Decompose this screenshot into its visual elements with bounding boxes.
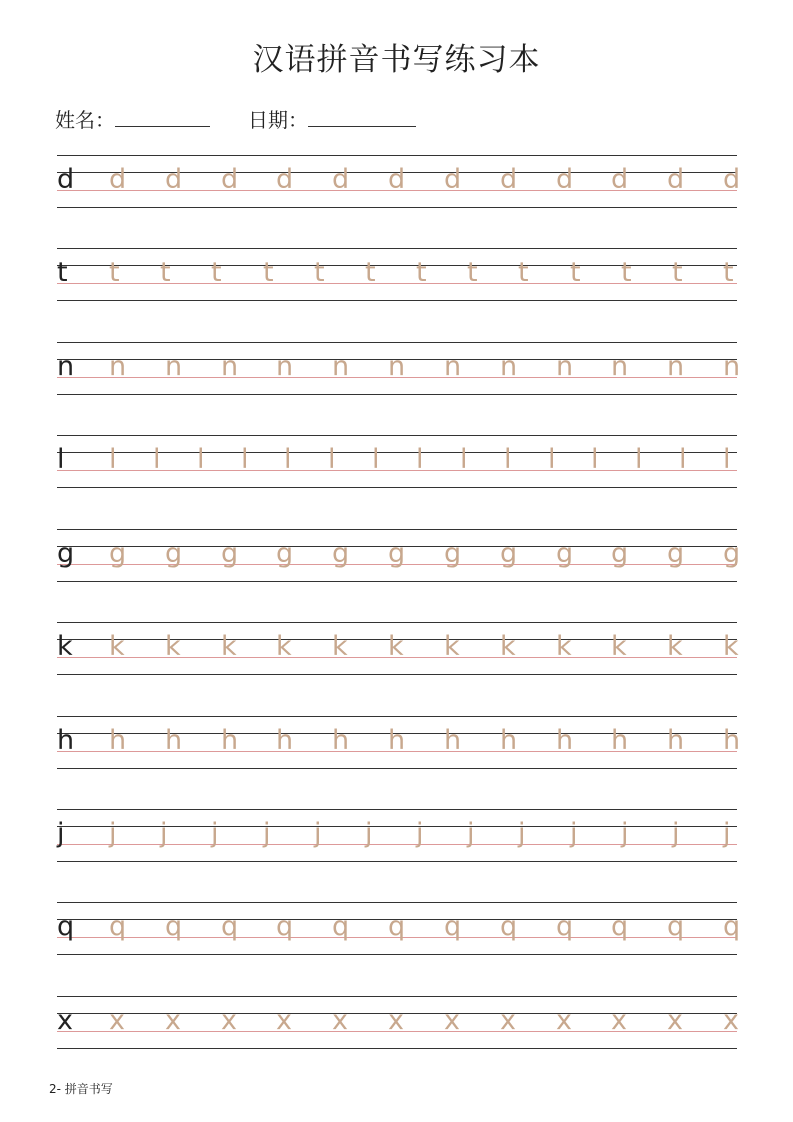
trace-letter: q — [332, 911, 350, 942]
practice-row-h[interactable] — [57, 716, 741, 772]
trace-letter: t — [365, 257, 376, 288]
trace-letter: k — [444, 631, 460, 662]
trace-letter: k — [332, 631, 348, 662]
model-letter: t — [57, 257, 68, 288]
model-letter: g — [57, 538, 75, 569]
trace-letter: q — [221, 911, 239, 942]
bottom-line — [57, 954, 737, 955]
trace-letter: x — [332, 1005, 348, 1036]
trace-letter: n — [276, 351, 294, 382]
baseline — [57, 283, 737, 284]
bottom-line — [57, 674, 737, 675]
trace-letter: q — [276, 911, 294, 942]
trace-letter: k — [109, 631, 125, 662]
trace-letter: q — [444, 911, 462, 942]
trace-letter: k — [165, 631, 181, 662]
trace-letter: j — [467, 818, 475, 849]
bottom-line — [57, 207, 737, 208]
trace-letter: k — [667, 631, 683, 662]
trace-letter: h — [109, 725, 127, 756]
trace-letter: h — [500, 725, 518, 756]
trace-letter: j — [314, 818, 322, 849]
trace-letter: t — [263, 257, 274, 288]
page-title: 汉语拼音书写练习本 — [252, 42, 541, 78]
trace-letter: g — [276, 538, 294, 569]
trace-letter: x — [276, 1005, 292, 1036]
trace-letter: d — [611, 164, 629, 195]
trace-letter: x — [611, 1005, 627, 1036]
trace-letter: d — [500, 164, 518, 195]
model-letter: j — [57, 818, 65, 849]
trace-letter: x — [723, 1005, 739, 1036]
top-line — [57, 155, 737, 156]
trace-letter: g — [165, 538, 183, 569]
trace-letter: x — [556, 1005, 572, 1036]
top-line — [57, 248, 737, 249]
top-line — [57, 435, 737, 436]
model-letter: x — [57, 1005, 73, 1036]
trace-letter: x — [667, 1005, 683, 1036]
trace-letter: t — [467, 257, 478, 288]
trace-letter: d — [388, 164, 406, 195]
trace-letter: d — [556, 164, 574, 195]
trace-letter: h — [332, 725, 350, 756]
trace-letter: t — [314, 257, 325, 288]
top-line — [57, 716, 737, 717]
date-label: 日期： — [248, 108, 308, 132]
trace-letter: l — [635, 444, 643, 475]
bottom-line — [57, 581, 737, 582]
trace-letter: x — [388, 1005, 404, 1036]
trace-letter: q — [556, 911, 574, 942]
model-letter: h — [57, 725, 75, 756]
trace-letter: l — [241, 444, 249, 475]
trace-letter: j — [621, 818, 629, 849]
trace-letter: h — [444, 725, 462, 756]
trace-letter: l — [197, 444, 205, 475]
top-line — [57, 809, 737, 810]
trace-letter: n — [723, 351, 741, 382]
trace-letter: j — [416, 818, 424, 849]
date-field[interactable] — [248, 104, 416, 133]
trace-letter: g — [388, 538, 406, 569]
trace-letter: h — [221, 725, 239, 756]
model-letter: q — [57, 911, 75, 942]
trace-letter: j — [518, 818, 526, 849]
trace-letter: k — [276, 631, 292, 662]
trace-letter: h — [165, 725, 183, 756]
trace-letter: t — [518, 257, 529, 288]
trace-letter: q — [109, 911, 127, 942]
trace-letter: l — [723, 444, 731, 475]
practice-row-g[interactable] — [57, 529, 741, 585]
footer: 2- 拼音书写 — [49, 1082, 113, 1096]
trace-letter: l — [679, 444, 687, 475]
trace-letter: g — [723, 538, 741, 569]
practice-row-n[interactable] — [57, 342, 741, 398]
trace-letter: d — [165, 164, 183, 195]
model-letter: k — [57, 631, 73, 662]
trace-letter: h — [723, 725, 741, 756]
trace-letter: x — [109, 1005, 125, 1036]
trace-letter: l — [328, 444, 336, 475]
trace-letter: j — [160, 818, 168, 849]
trace-letter: n — [667, 351, 685, 382]
trace-letter: d — [723, 164, 741, 195]
trace-letter: h — [611, 725, 629, 756]
trace-letter: g — [611, 538, 629, 569]
trace-letter: g — [556, 538, 574, 569]
trace-letter: k — [556, 631, 572, 662]
trace-letter: n — [556, 351, 574, 382]
trace-letter: l — [284, 444, 292, 475]
trace-letter: l — [504, 444, 512, 475]
date-blank[interactable] — [308, 108, 416, 127]
practice-row-k[interactable] — [57, 622, 737, 678]
trace-letter: k — [723, 631, 739, 662]
trace-letter: l — [109, 444, 117, 475]
bottom-line — [57, 1048, 737, 1049]
trace-letter: x — [221, 1005, 237, 1036]
trace-letter: k — [388, 631, 404, 662]
top-line — [57, 342, 737, 343]
top-line — [57, 996, 737, 997]
trace-letter: k — [500, 631, 516, 662]
trace-letter: h — [556, 725, 574, 756]
trace-letter: g — [444, 538, 462, 569]
trace-letter: q — [388, 911, 406, 942]
trace-letter: l — [153, 444, 161, 475]
baseline — [57, 844, 737, 845]
model-letter: d — [57, 164, 75, 195]
top-line — [57, 902, 737, 903]
practice-row-l[interactable] — [57, 435, 737, 491]
practice-row-j[interactable] — [57, 809, 737, 865]
trace-letter: n — [444, 351, 462, 382]
bottom-line — [57, 768, 737, 769]
trace-letter: d — [276, 164, 294, 195]
trace-letter: q — [723, 911, 741, 942]
trace-letter: h — [388, 725, 406, 756]
practice-row-t[interactable] — [57, 248, 737, 304]
trace-letter: k — [221, 631, 237, 662]
top-line — [57, 529, 737, 530]
trace-letter: q — [667, 911, 685, 942]
trace-letter: g — [332, 538, 350, 569]
bottom-line — [57, 487, 737, 488]
trace-letter: q — [165, 911, 183, 942]
trace-letter: d — [221, 164, 239, 195]
upper-mid-line — [57, 826, 737, 827]
model-letter: n — [57, 351, 75, 382]
trace-letter: t — [416, 257, 427, 288]
trace-letter: n — [165, 351, 183, 382]
trace-letter: l — [591, 444, 599, 475]
name-field[interactable] — [55, 104, 210, 133]
trace-letter: l — [372, 444, 380, 475]
trace-letter: j — [672, 818, 680, 849]
trace-letter: t — [109, 257, 120, 288]
trace-letter: n — [221, 351, 239, 382]
model-letter: l — [57, 444, 65, 475]
practice-row-d[interactable] — [57, 155, 741, 211]
trace-letter: d — [667, 164, 685, 195]
trace-letter: n — [388, 351, 406, 382]
trace-letter: n — [500, 351, 518, 382]
practice-row-x[interactable] — [57, 996, 737, 1052]
trace-letter: t — [621, 257, 632, 288]
upper-mid-line — [57, 265, 737, 266]
trace-letter: d — [109, 164, 127, 195]
trace-letter: d — [444, 164, 462, 195]
bottom-line — [57, 861, 737, 862]
trace-letter: l — [548, 444, 556, 475]
trace-letter: g — [500, 538, 518, 569]
trace-letter: t — [160, 257, 171, 288]
trace-letter: q — [611, 911, 629, 942]
trace-letter: t — [211, 257, 222, 288]
trace-letter: j — [263, 818, 271, 849]
trace-letter: g — [109, 538, 127, 569]
trace-letter: h — [276, 725, 294, 756]
bottom-line — [57, 394, 737, 395]
trace-letter: t — [672, 257, 683, 288]
trace-letter: q — [500, 911, 518, 942]
name-blank[interactable] — [115, 108, 210, 127]
name-label: 姓名： — [55, 108, 115, 132]
trace-letter: x — [444, 1005, 460, 1036]
trace-letter: j — [109, 818, 117, 849]
trace-letter: n — [109, 351, 127, 382]
trace-letter: n — [611, 351, 629, 382]
trace-letter: l — [460, 444, 468, 475]
trace-letter: h — [667, 725, 685, 756]
top-line — [57, 622, 737, 623]
trace-letter: l — [416, 444, 424, 475]
trace-letter: g — [221, 538, 239, 569]
trace-letter: j — [211, 818, 219, 849]
trace-letter: t — [570, 257, 581, 288]
trace-letter: n — [332, 351, 350, 382]
trace-letter: g — [667, 538, 685, 569]
trace-letter: x — [500, 1005, 516, 1036]
trace-letter: x — [165, 1005, 181, 1036]
trace-letter: j — [723, 818, 731, 849]
trace-letter: k — [611, 631, 627, 662]
trace-letter: j — [365, 818, 373, 849]
practice-row-q[interactable] — [57, 902, 741, 958]
trace-letter: t — [723, 257, 734, 288]
trace-letter: d — [332, 164, 350, 195]
trace-letter: j — [570, 818, 578, 849]
bottom-line — [57, 300, 737, 301]
